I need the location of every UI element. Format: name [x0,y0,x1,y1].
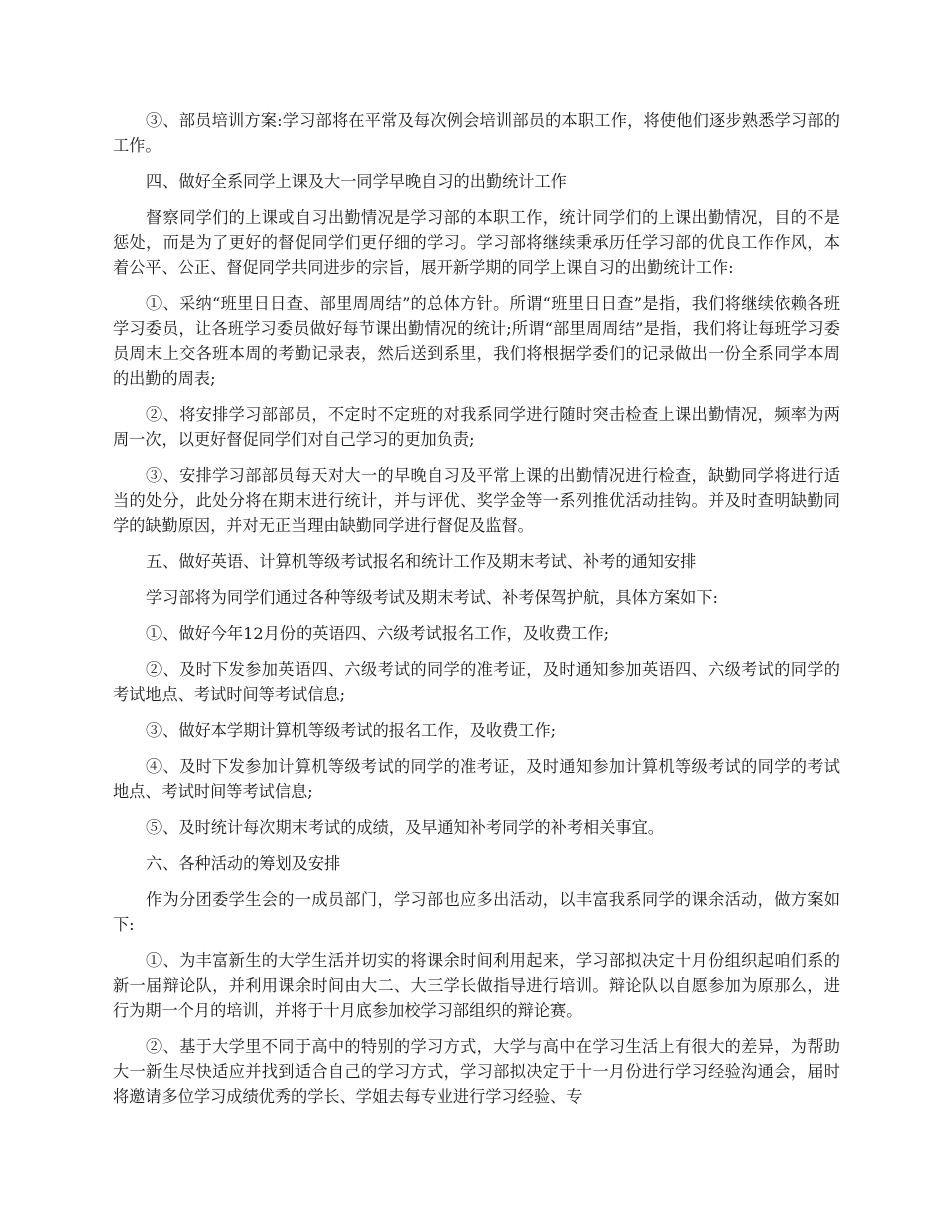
paragraph-activities-intro: 作为分团委学生会的一成员部门，学习部也应多出活动，以丰富我系同学的课余活动，做方案如下: [113,890,840,934]
document-page [113,108,840,1120]
paragraph-activities-item-2: ②、基于大学里不同于高中的特别的学习方式，大学与高中在学习生活上有很大的差异，为帮助大一新生尽快适应并找到适合自己的学习方式，学习部拟决定于十一月份进行学习经验沟通会，届时将邀请多位学习成绩优秀的学长、学姐去每专业进行学习经验、专 [113,1037,840,1106]
section-heading-exams: 五、做好英语、计算机等级考试报名和统计工作及期末考试、补考的通知安排 [146,552,697,571]
paragraph-exams-item-2: ②、及时下发参加英语四、六级考试的同学的准考证，及时通知参加英语四、六级考试的同学的考试地点、考试时间等考试信息; [113,660,840,704]
paragraph-exams-intro: 学习部将为同学们通过各种等级考试及期末考试、补考保驾护航，具体方案如下: [146,588,719,607]
paragraph-attendance-intro: 督察同学们的上课或自习出勤情况是学习部的本职工作，统计同学们的上课出勤情况，目的不是惩处，而是为了更好的督促同学们更仔细的学习。学习部将继续秉承历任学习部的优良工作作风，本着公平、公正、督促同学共同进步的宗旨，展开新学期的同学上课自习的出勤统计工作: [113,208,840,277]
section-heading-attendance: 四、做好全系同学上课及大一同学早晚自习的出勤统计工作 [146,172,567,191]
paragraph-attendance-item-3: ③、安排学习部部员每天对大一的早晚自习及平常上课的出勤情况进行检查，缺勤同学将进行适当的处分，此处分将在期末进行统计，并与评优、奖学金等一系列推优活动挂钩。并及时查明缺勤同学的缺勤原因，并对无正当理由缺勤同学进行督促及监督。 [113,466,840,535]
paragraph-activities-item-1: ①、为丰富新生的大学生活并切实的将课余时间利用起来，学习部拟决定十月份组织起咱们系的新一届辩论队，并利用课余时间由大二、大三学长做指导进行培训。辩论队以自愿参加为原那么，进行为期一个月的培训，并将于十月底参加校学习部组织的辩论赛。 [113,951,840,1020]
paragraph-training-plan: ③、部员培训方案:学习部将在平常及每次例会培训部员的本职工作，将使他们逐步熟悉学习部的工作。 [113,111,840,155]
paragraph-exams-item-3: ③、做好本学期计算机等级考试的报名工作，及收费工作; [146,721,557,740]
paragraph-exams-item-5: ⑤、及时统计每次期末考试的成绩，及早通知补考同学的补考相关事宜。 [146,818,664,837]
paragraph-exams-item-1: ①、做好今年12月份的英语四、六级考试报名工作，及收费工作; [146,624,610,643]
paragraph-attendance-item-1: ①、采纳“班里日日查、部里周周结”的总体方针。所谓“班里日日查”是指，我们将继续依赖各班学习委员，让各班学习委员做好每节课出勤情况的统计;所谓“部里周周结”是指，我们将让每班学习委员周末上交各班本周的考勤记录表，然后送到系里，我们将根据学委们的记录做出一份全系同学本周的出勤的周表; [113,294,840,388]
section-heading-activities: 六、各种活动的筹划及安排 [146,854,341,873]
paragraph-attendance-item-2: ②、将安排学习部部员，不定时不定班的对我系同学进行随时突击检查上课出勤情况，频率为两周一次，以更好督促同学们对自己学习的更加负责; [113,405,840,449]
paragraph-exams-item-4: ④、及时下发参加计算机等级考试的同学的准考证，及时通知参加计算机等级考试的同学的考试地点、考试时间等考试信息; [113,757,840,801]
